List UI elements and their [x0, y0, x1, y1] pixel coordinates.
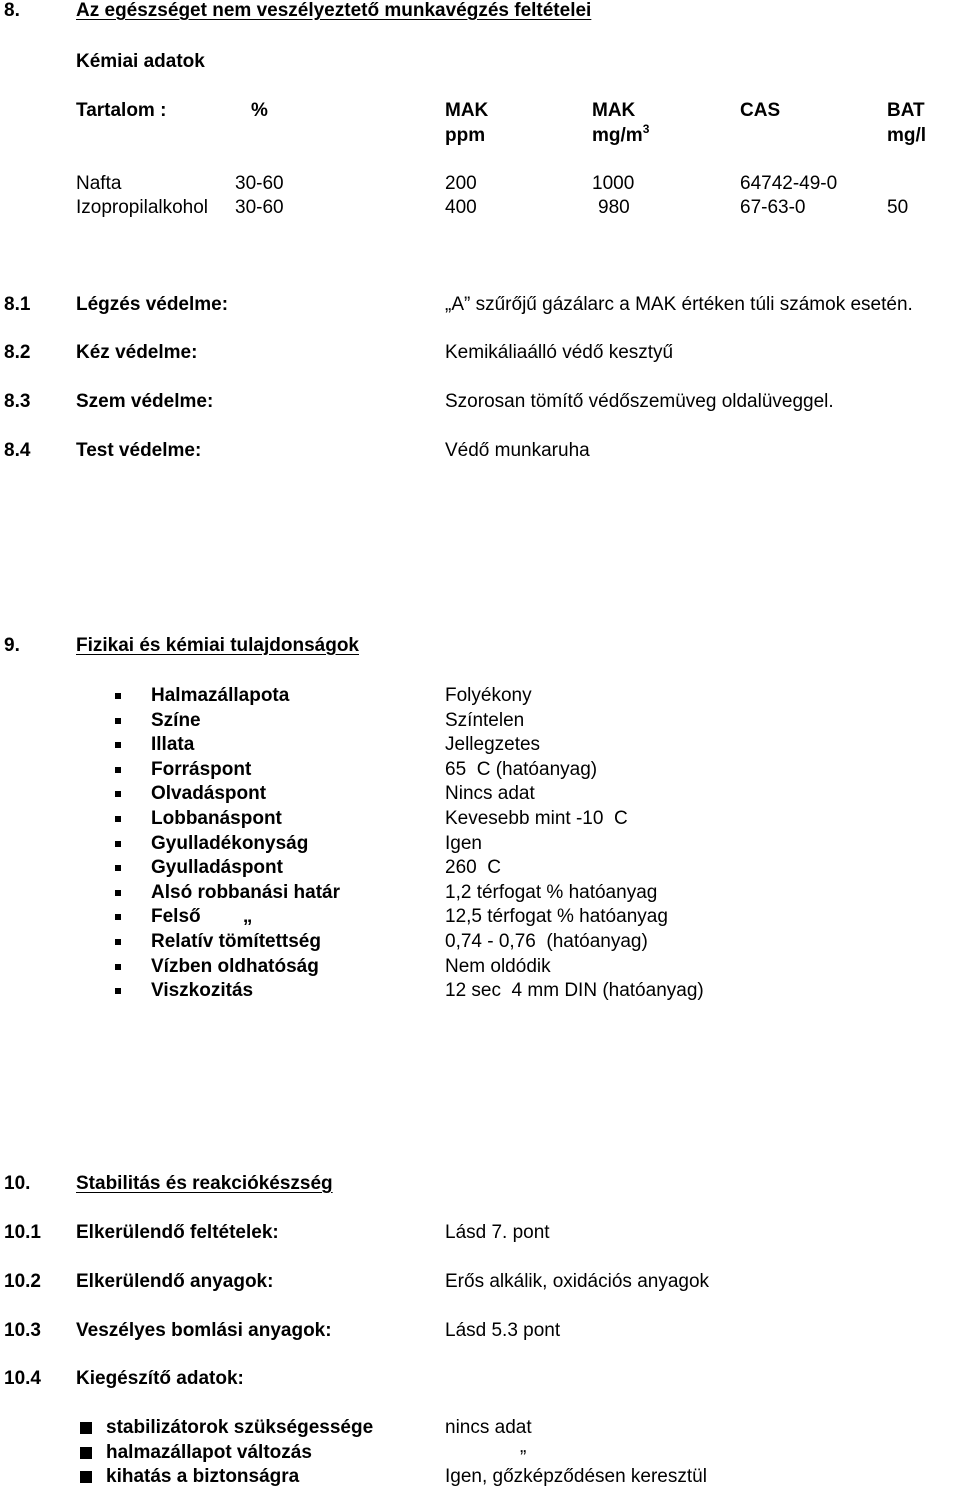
table-cell: 200: [445, 173, 477, 194]
bullet-icon: [80, 1422, 92, 1434]
bullet-icon: [115, 914, 121, 920]
property-value: Nem oldódik: [445, 956, 551, 977]
property-label: Olvadáspont: [151, 783, 267, 804]
item-number: 8.2: [4, 342, 31, 363]
bullet-icon: [80, 1447, 92, 1459]
property-value: Igen: [445, 833, 482, 854]
property-label: Vízben oldhatóság: [151, 956, 319, 977]
bullet-icon: [115, 693, 121, 699]
extra-label: stabilizátorok szükségessége: [106, 1417, 374, 1438]
property-value: 260 C: [445, 857, 501, 878]
item-label: Elkerülendő anyagok:: [76, 1271, 274, 1292]
property-value: 65 C (hatóanyag): [445, 759, 598, 780]
item-number: 10.4: [4, 1368, 41, 1389]
item-value: Lásd 5.3 pont: [445, 1320, 561, 1341]
bullet-icon: [115, 988, 121, 994]
bullet-icon: [115, 939, 121, 945]
bullet-icon: [115, 718, 121, 724]
section-number: 8.: [4, 0, 20, 21]
table-cell: 30-60: [235, 173, 284, 194]
table-cell: 64742-49-0: [740, 173, 838, 194]
item-number: 8.1: [4, 294, 31, 315]
bullet-icon: [115, 767, 121, 773]
item-label: Kiegészítő adatok:: [76, 1368, 244, 1389]
property-value: 1,2 térfogat % hatóanyag: [445, 882, 658, 903]
table-header: MAK: [445, 100, 489, 121]
property-value: Folyékony: [445, 685, 532, 706]
item-number: 8.4: [4, 440, 31, 461]
section-number: 10.: [4, 1173, 31, 1194]
property-label: Relatív tömítettség: [151, 931, 321, 952]
table-cell: Nafta: [76, 173, 122, 194]
property-label: Halmazállapota: [151, 685, 290, 706]
bullet-icon: [115, 964, 121, 970]
property-value: 12 sec 4 mm DIN (hatóanyag): [445, 980, 704, 1001]
property-label: Alsó robbanási határ: [151, 882, 340, 903]
extra-label: halmazállapot változás: [106, 1442, 312, 1463]
property-value: Színtelen: [445, 710, 525, 731]
property-label: Színe: [151, 710, 201, 731]
table-cell: 30-60: [235, 197, 284, 218]
property-value: 12,5 térfogat % hatóanyag: [445, 906, 668, 927]
superscript: 3: [642, 122, 650, 136]
item-number: 8.3: [4, 391, 31, 412]
table-header-unit: ppm: [445, 125, 486, 146]
section-number: 9.: [4, 635, 20, 656]
item-value: Szorosan tömítő védőszemüveg oldalüveggel.: [445, 391, 834, 412]
extra-value: „: [520, 1436, 527, 1457]
item-label: Szem védelme:: [76, 391, 214, 412]
table-header: BAT: [887, 100, 925, 121]
property-label: Lobbanáspont: [151, 808, 282, 829]
table-cell: 50: [887, 197, 909, 218]
subsection-heading: Kémiai adatok: [76, 51, 205, 72]
table-header-unit: mg/l: [887, 125, 927, 146]
bullet-icon: [115, 865, 121, 871]
property-label: Viszkozitás: [151, 980, 254, 1001]
item-value: Kemikáliaálló védő kesztyű: [445, 342, 674, 363]
item-number: 10.1: [4, 1222, 41, 1243]
property-label: Gyulladáspont: [151, 857, 283, 878]
section-title: Stabilitás és reakciókészség: [76, 1173, 333, 1194]
table-cell: 400: [445, 197, 477, 218]
extra-label: kihatás a biztonságra: [106, 1466, 300, 1487]
item-label: Légzés védelme:: [76, 294, 229, 315]
item-number: 10.2: [4, 1271, 41, 1292]
item-value: „A” szűrőjű gázálarc a MAK értéken túli számok esetén.: [445, 294, 913, 315]
property-value: Nincs adat: [445, 783, 535, 804]
bullet-icon: [115, 742, 121, 748]
table-header-unit: $mg/m^3$: [592, 122, 650, 146]
item-value: Védő munkaruha: [445, 440, 590, 461]
bullet-icon: [80, 1471, 92, 1483]
item-label: Kéz védelme:: [76, 342, 198, 363]
item-label: Test védelme:: [76, 440, 202, 461]
bullet-icon: [115, 890, 121, 896]
bullet-icon: [115, 816, 121, 822]
table-header: %: [251, 100, 268, 121]
item-value: Erős alkálik, oxidációs anyagok: [445, 1271, 710, 1292]
section-title: Az egészséget nem veszélyeztető munkavégzés feltételei: [76, 0, 592, 21]
property-label: Gyulladékonyság: [151, 833, 309, 854]
item-number: 10.3: [4, 1320, 41, 1341]
property-value: 0,74 - 0,76 (hatóanyag): [445, 931, 648, 952]
extra-value: nincs adat: [445, 1417, 532, 1438]
property-label: Felső „: [151, 906, 253, 927]
table-cell: 1000: [592, 173, 635, 194]
item-label: Veszélyes bomlási anyagok:: [76, 1320, 332, 1341]
table-cell: Izopropilalkohol: [76, 197, 209, 218]
table-header: MAK: [592, 100, 636, 121]
item-value: Lásd 7. pont: [445, 1222, 550, 1243]
item-label: Elkerülendő feltételek:: [76, 1222, 279, 1243]
property-label: Forráspont: [151, 759, 252, 780]
extra-value: Igen, gőzképződésen keresztül: [445, 1466, 707, 1487]
table-cell: 980: [598, 197, 630, 218]
property-value: Jellegzetes: [445, 734, 541, 755]
property-label: Illata: [151, 734, 195, 755]
table-cell: 67-63-0: [740, 197, 806, 218]
table-header: CAS: [740, 100, 781, 121]
section-title: Fizikai és kémiai tulajdonságok: [76, 635, 359, 656]
bullet-icon: [115, 841, 121, 847]
property-value: Kevesebb mint -10 C: [445, 808, 628, 829]
table-header: Tartalom :: [76, 100, 167, 121]
bullet-icon: [115, 791, 121, 797]
